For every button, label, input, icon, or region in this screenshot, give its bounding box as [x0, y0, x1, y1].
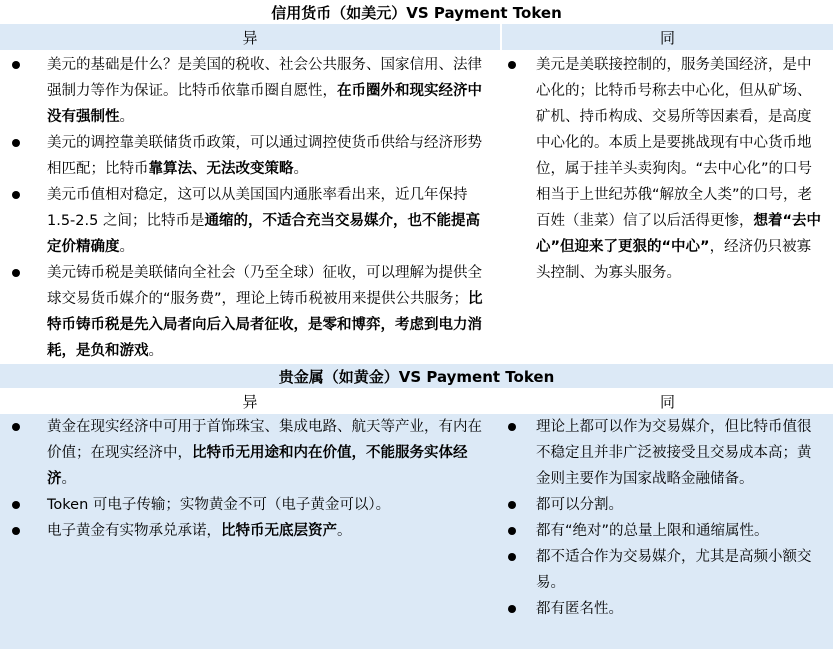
text-run: 电子黄金有实物承兑承诺， — [47, 523, 221, 539]
text-run: 美元的基础是什么？是美国的税收、社会公共服务、国家信用、法律强制力等作为保证。比特币依靠币圈自愿性， — [47, 57, 482, 99]
list-item — [500, 52, 833, 286]
list-item — [0, 52, 500, 130]
list-item — [500, 544, 833, 596]
section1-body — [0, 52, 833, 362]
text-run: 美元铸币税是美联储向全社会（乃至全球）征收，可以理解为提供全球交易货币媒介的“服务费”，理论上铸币税被用来提供公共服务； — [47, 265, 482, 307]
text-run: 黄金在现实经济中可用于首饰珠宝、集成电路、航天等产业，有内在价值；在现实经济中， — [47, 419, 482, 461]
section2-diff-column — [0, 414, 500, 649]
section2-same-column — [500, 414, 833, 649]
list-item — [0, 182, 500, 260]
bold-text: 通缩的，不适合充当交易媒介，也不能提高定价精确度 — [47, 213, 480, 255]
list-item — [0, 414, 500, 492]
text-run: 都不适合作为交易媒介，尤其是高频小额交易。 — [536, 549, 812, 591]
text-run: 美元的调控靠美联储货币政策，可以通过调控使货币供给与经济形势相匹配；比特币 — [47, 135, 482, 177]
list-item-text — [536, 518, 825, 544]
bold-text: 想着“去中心”但迎来了更狠的“中心” — [536, 213, 822, 255]
section1-diff-column — [0, 52, 500, 362]
bullet-icon — [12, 527, 20, 535]
list-item — [500, 492, 833, 518]
text-run: 都有匿名性。 — [536, 601, 623, 617]
text-run: 。 — [61, 471, 76, 487]
list-item-text — [536, 544, 825, 596]
section1-same-list — [500, 52, 833, 286]
text-run: 。 — [337, 523, 352, 539]
section2-header-row — [0, 388, 833, 415]
section1-header-row — [0, 24, 833, 51]
list-item-text — [47, 130, 492, 182]
list-item — [0, 518, 500, 544]
section2-body — [0, 414, 833, 649]
list-item-text — [536, 492, 825, 518]
list-item — [0, 260, 500, 364]
list-item-text — [536, 414, 825, 492]
section2-title: 贵金属（如黄金）VS Payment Token — [0, 364, 833, 388]
section2-diff-list — [0, 414, 500, 544]
section1-same-header: 同 — [659, 28, 675, 47]
text-run: 理论上都可以作为交易媒介，但比特币值很不稳定且并非广泛被接受且交易成本高；黄金则主要作为国家战略金融储备。 — [536, 419, 812, 487]
list-item — [0, 130, 500, 182]
text-run: 。 — [119, 109, 134, 125]
list-item-text — [47, 492, 492, 518]
bullet-icon — [12, 61, 20, 69]
list-item-text — [47, 260, 492, 364]
section1-diff-list — [0, 52, 500, 364]
bold-text: 在币圈外和现实经济中没有强制性 — [47, 83, 482, 125]
list-item-text — [47, 414, 492, 492]
list-item-text — [536, 52, 825, 286]
section2-diff-header: 异 — [0, 388, 502, 414]
section1-title: 信用货币（如美元）VS Payment Token — [271, 3, 562, 22]
bullet-icon — [508, 527, 516, 535]
list-item-text — [47, 182, 492, 260]
text-run: Token 可电子传输；实物黄金不可（电子黄金可以）。 — [47, 497, 391, 513]
list-item-text — [47, 52, 492, 130]
list-item-text — [536, 596, 825, 622]
list-item — [0, 492, 500, 518]
text-run: ，经济仍只被寡头控制、为寡头服务。 — [536, 239, 812, 281]
text-run: 都有“绝对”的总量上限和通缩属性。 — [536, 523, 769, 539]
text-run: 美元是美联接控制的，服务美国经济，是中心化的；比特币号称去中心化，但从矿场、矿机、持币构成、交易所等因素看，是高度中心化的。本质上是要挑战现有中心货币地位，属于挂羊头卖狗肉。“去中心化”的口号相当于上世纪苏俄“解放全人类”的口号，老百姓（韭菜）信了以后活得更惨， — [536, 57, 813, 229]
bold-text: 比特币铸币税是先入局者向后入局者征收，是零和博弈，考虑到电力消耗，是负和游戏 — [47, 291, 483, 359]
list-item — [500, 518, 833, 544]
bullet-icon — [12, 139, 20, 147]
bold-text: 靠算法、无法改变策略 — [148, 161, 294, 177]
bullet-icon — [508, 605, 516, 613]
bullet-icon — [12, 501, 20, 509]
bullet-icon — [12, 423, 20, 431]
bullet-icon — [12, 191, 20, 199]
bullet-icon — [508, 501, 516, 509]
bold-text: 比特币无底层资产 — [221, 523, 337, 539]
text-run: 。 — [148, 343, 163, 359]
list-item-text — [47, 518, 492, 544]
bullet-icon — [508, 553, 516, 561]
section1-diff-header: 异 — [0, 24, 502, 50]
list-item — [500, 414, 833, 492]
text-run: 美元币值相对稳定，这可以从美国国内通胀率看出来，近几年保持 1.5-2.5 之间；比特币是 — [47, 187, 468, 229]
bullet-icon — [508, 61, 516, 69]
bold-text: 比特币无用途和内在价值，不能服务实体经济 — [47, 445, 468, 487]
list-item — [500, 596, 833, 622]
section2-same-header: 同 — [659, 392, 675, 411]
text-run: 都可以分割。 — [536, 497, 623, 513]
text-run: 。 — [119, 239, 134, 255]
bullet-icon — [508, 423, 516, 431]
section2-same-list — [500, 414, 833, 622]
section1-same-column — [500, 52, 833, 362]
text-run: 。 — [293, 161, 308, 177]
bullet-icon — [12, 269, 20, 277]
